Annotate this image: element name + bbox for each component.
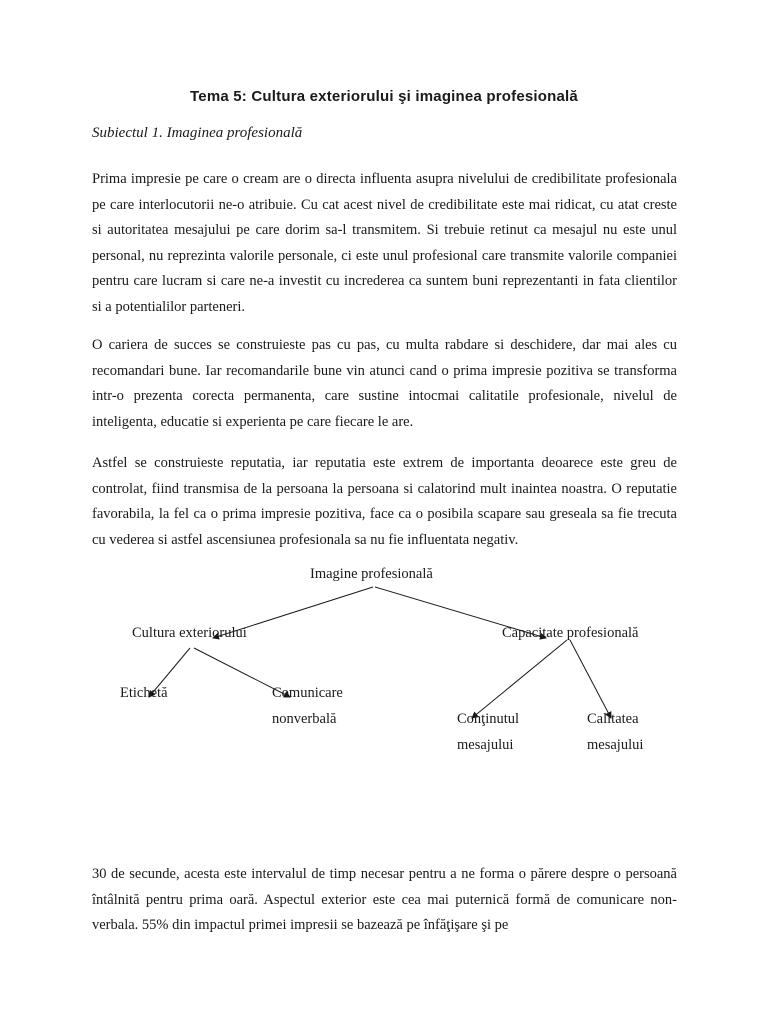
diagram-node-capacitate: Capacitate profesională bbox=[502, 625, 639, 641]
paragraph-2: O cariera de succes se construieste pas cu pas, cu multa rabdare si deschidere, dar mai ales cu recomandari bune. Iar recomandarile bune vin atunci cand o prima impresie pozitiva se transforma intr-o prezenta corecta permanenta, care sustine intocmai calitatile profesionale, nivelul de inteligenta, educatie si experienta pe care fiecare le are. bbox=[92, 337, 677, 430]
paragraph-3: Astfel se construieste reputatia, iar reputatia este extrem de importanta deoarece este greu de controlat, fiind transmisa de la persoana la persoana si calatorind mult inaintea noastra. O reputatie favorabila, la fel ca o prima impresie pozitiva, face ca o posibila scapare sau greseala sa fie trecuta cu vederea si astfel ascensiunea profesionala sa nu fie influentata negativ. bbox=[92, 455, 677, 548]
hierarchy-diagram bbox=[0, 560, 768, 760]
diagram-leaf-eticheta: Etichetă bbox=[120, 685, 168, 701]
diagram-leaf-continutul: Conţinutul mesajului bbox=[457, 711, 520, 753]
section-subtitle: Subiectul 1. Imaginea profesională bbox=[92, 125, 303, 141]
diagram-leaf-calitatea: Calitatea mesajului bbox=[587, 711, 644, 753]
document-title: Tema 5: Cultura exteriorului şi imaginea profesională bbox=[190, 88, 578, 105]
diagram-root: Imagine profesională bbox=[310, 566, 433, 582]
diagram-leaf-comunicare: Comunicare nonverbală bbox=[272, 685, 343, 727]
diagram-node-cultura: Cultura exteriorului bbox=[132, 625, 247, 641]
paragraph-4: 30 de secunde, acesta este intervalul de timp necesar pentru a ne forma o părere despre o persoană întâlnită pentru prima oară. Aspectul exterior este cea mai puternică formă de comunicare non-verbala. 55% din impactul primei impresii se bazează pe înfăţişare şi pe bbox=[92, 866, 677, 933]
paragraph-1: Prima impresie pe care o cream are o directa influenta asupra nivelului de credibilitate profesionala pe care interlocutorii ne-o atribuie. Cu cat acest nivel de credibilitate este mai ridicat, cu atat creste si autoritatea mesajului pe care dorim sa-l transmitem. Si trebuie retinut ca mesajul nu este unul personal, nu reprezinta valorile personale, ci este unul profesional care transmite valorile companiei pentru care lucram si care ne-a investit cu increderea ca suntem buni reprezentanti in fata clientilor si a potentialilor parteneri. bbox=[92, 171, 677, 315]
